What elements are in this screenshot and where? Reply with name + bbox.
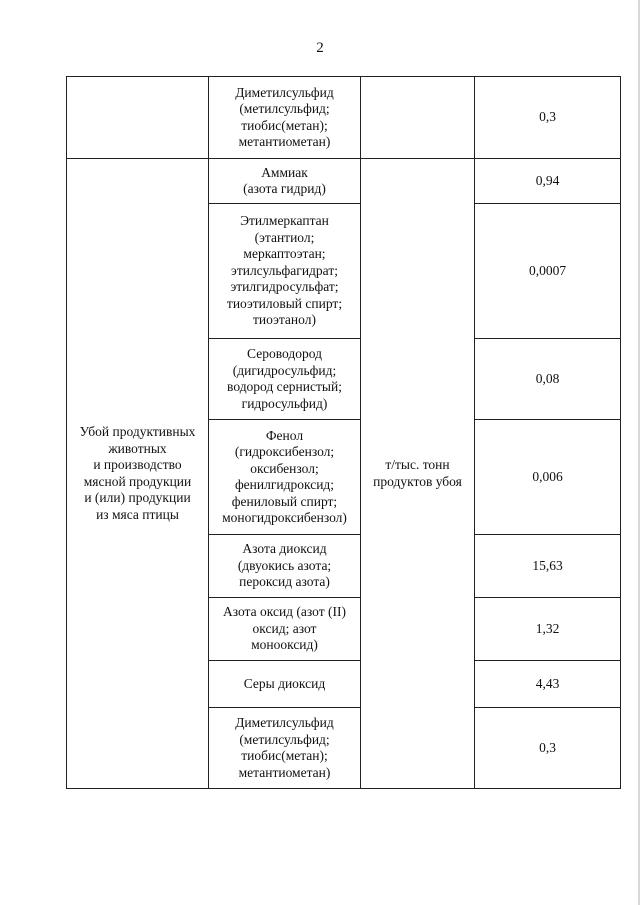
substance-line: тиоэтанол) (253, 312, 316, 328)
value-cell: 1,32 (475, 598, 621, 661)
unit-cell-empty (361, 77, 475, 159)
unit-line: продуктов убоя (373, 473, 462, 489)
substance-line: Сероводород (247, 346, 322, 361)
substance-line: (дигидросульфид; (232, 362, 337, 378)
substance-line: тиоэтиловый спирт; (226, 295, 343, 311)
unit-line: т/тыс. тонн (385, 457, 450, 472)
emission-table (66, 76, 621, 789)
substance-line: Диметилсульфид (235, 715, 334, 730)
substance-line: Аммиак (261, 164, 308, 180)
substance-line: моногидроксибензол) (222, 510, 347, 525)
category-cell-empty (67, 77, 209, 159)
value-cell: 4,43 (475, 661, 621, 708)
substance-line: фениловый спирт; (231, 493, 338, 509)
substance-line: тиобис(метан); (241, 117, 328, 133)
substance-line: водород сернистый; (227, 379, 342, 394)
substance-line: Азота оксид (азот (II) (222, 604, 346, 620)
substance-line: оксид; азот (252, 620, 317, 636)
substance-line: (двуокись азота; (237, 557, 332, 573)
substance-line: монооксид) (251, 637, 318, 653)
substance-cell (209, 420, 361, 535)
value-cell: 15,63 (475, 535, 621, 598)
table-row (67, 159, 621, 204)
substance-line: этилгидросульфат; (230, 279, 339, 295)
page-number: 2 (316, 40, 324, 56)
substance-cell (209, 598, 361, 661)
substance-cell (209, 159, 361, 204)
substance-line: меркаптоэтан; (243, 246, 326, 262)
substance-line: (метилсульфид; (239, 101, 330, 116)
substance-line: (метилсульфид; (239, 731, 330, 747)
value-cell: 0,006 (475, 420, 621, 535)
value-cell: 0,94 (475, 159, 621, 204)
substance-line: Этилмеркаптан (240, 213, 329, 229)
category-line: и (или) продукции (84, 490, 191, 505)
substance-line: (этантиол; (254, 229, 315, 245)
substance-cell (209, 708, 361, 789)
value-cell: 0,3 (475, 708, 621, 789)
substance-line: тиобис(метан); (241, 748, 328, 763)
substance-line: оксибензол; (250, 460, 319, 476)
substance-line: фенилгидроксид; (234, 477, 335, 492)
substance-line: Фенол (265, 427, 304, 443)
category-line: Убой продуктивных (79, 424, 196, 439)
category-cell (67, 159, 209, 789)
substance-line: (азота гидрид) (243, 181, 326, 196)
substance-line: Диметилсульфид (235, 84, 334, 100)
unit-cell (361, 159, 475, 789)
substance-line: Азота диоксид (242, 541, 327, 557)
substance-line: (гидроксибензол; (234, 444, 335, 459)
substance-line: пероксид азота) (239, 574, 330, 590)
substance-cell (209, 535, 361, 598)
category-line: животных (108, 440, 167, 456)
substance-line: этилсульфагидрат; (231, 262, 338, 278)
substance-line: гидросульфид) (241, 395, 328, 411)
value-cell: 0,08 (475, 339, 621, 420)
substance-cell (209, 204, 361, 339)
substance-cell (209, 77, 361, 159)
value-cell: 0,0007 (475, 204, 621, 339)
substance-cell (209, 661, 361, 708)
substance-line: Серы диоксид (243, 675, 326, 691)
category-line: из мяса птицы (96, 506, 179, 522)
table-row (67, 77, 621, 159)
substance-line: метантиометан) (238, 134, 331, 149)
substance-line: метантиометан) (238, 764, 331, 780)
category-line: мясной продукции (83, 473, 192, 489)
substance-cell (209, 339, 361, 420)
value-cell: 0,3 (475, 77, 621, 159)
category-line: и производство (93, 457, 182, 472)
